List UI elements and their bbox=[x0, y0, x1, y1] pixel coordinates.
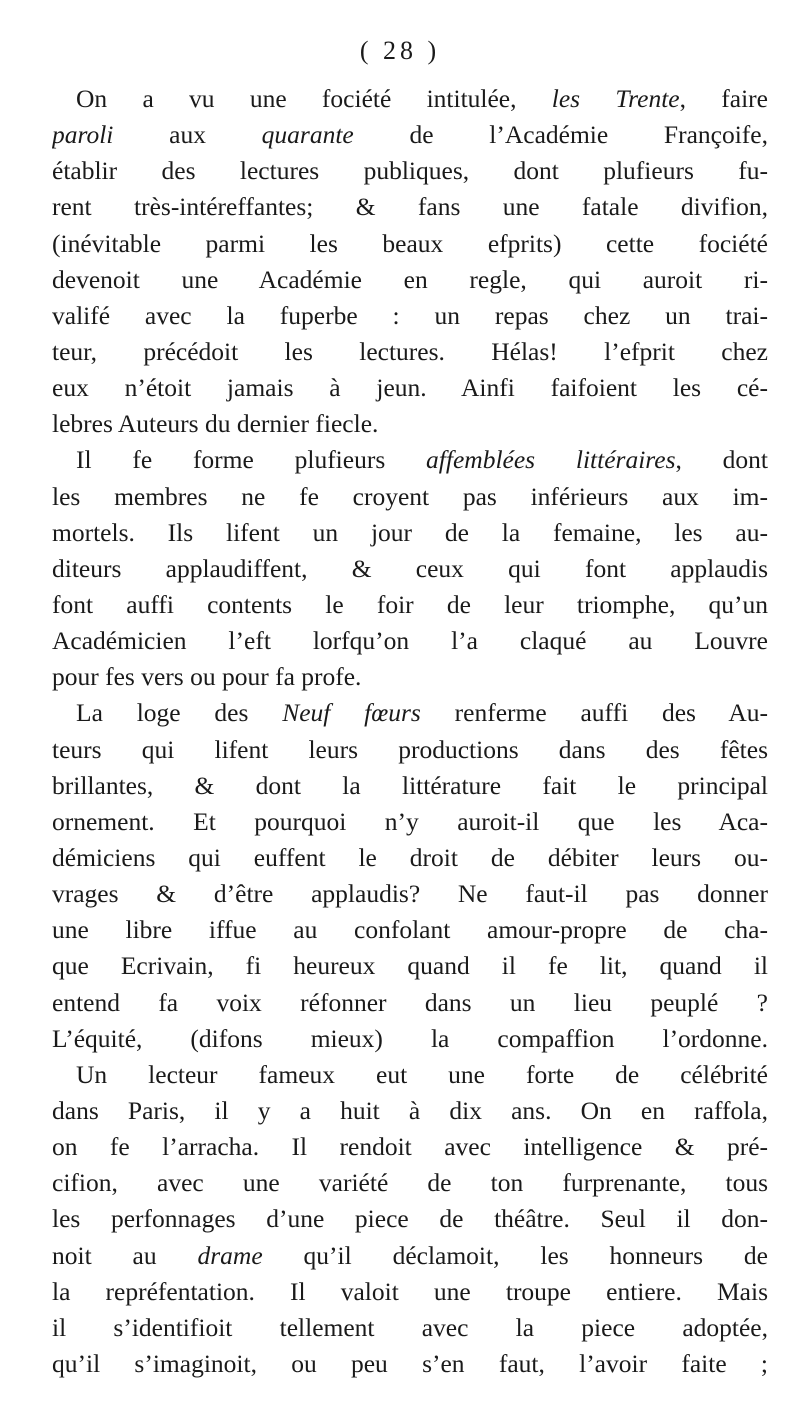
text-line bbox=[52, 948, 768, 984]
text-line bbox=[52, 262, 768, 298]
text-segment: entend fa voix réfonner dans un lieu peuplé ? bbox=[52, 987, 768, 1017]
text-segment: cifion, avec une variété de ton furprenante, tous bbox=[52, 1168, 768, 1198]
text-segment: la repréfentation. Il valoit une troupe entiere. Mais bbox=[52, 1276, 768, 1306]
text-segment: aux bbox=[113, 120, 262, 150]
text-segment: brillantes, & dont la littérature fait le principal bbox=[52, 770, 768, 800]
text-line bbox=[52, 1129, 768, 1165]
text-line bbox=[52, 334, 768, 370]
text-line bbox=[52, 189, 768, 225]
body-text bbox=[52, 81, 768, 1382]
text-segment: On a vu une fociété intitulée, bbox=[76, 84, 552, 113]
page-number: ( 28 ) bbox=[359, 36, 441, 65]
text-line bbox=[52, 876, 768, 912]
text-segment: teur, précédoit les lectures. Hélas! l’efprit chez bbox=[52, 336, 768, 366]
text-line bbox=[52, 117, 768, 153]
text-segment: on fe l’arracha. Il rendoit avec intelligence & pré- bbox=[52, 1132, 768, 1162]
text-segment: les membres ne fe croyent pas inférieurs aux im- bbox=[52, 481, 768, 511]
text-segment: L’équité, (difons mieux) la compaffion l’ordonne. bbox=[52, 1023, 768, 1053]
text-line bbox=[52, 912, 768, 948]
text-line bbox=[52, 1165, 768, 1201]
text-segment: que Ecrivain, fi heureux quand il fe lit, quand il bbox=[52, 951, 768, 981]
text-line bbox=[52, 1238, 768, 1274]
italic-text: quarante bbox=[261, 120, 354, 150]
text-segment: Académicien l’eft lorfqu’on l’a claqué au Louvre bbox=[52, 626, 768, 656]
text-segment: démiciens qui euffent le droit de débiter leurs ou- bbox=[52, 842, 768, 872]
text-line bbox=[52, 1057, 768, 1093]
text-segment: dans Paris, il y a huit à dix ans. On en raffola, bbox=[52, 1095, 768, 1125]
text-line bbox=[52, 804, 768, 840]
text-segment: Il fe forme plufieurs bbox=[76, 445, 427, 475]
text-segment: teurs qui lifent leurs productions dans des fêtes bbox=[52, 734, 768, 764]
text-segment: La loge des bbox=[76, 698, 283, 728]
text-line bbox=[52, 659, 768, 695]
italic-text: paroli bbox=[52, 120, 114, 150]
text-line bbox=[52, 515, 768, 551]
text-line bbox=[52, 768, 768, 804]
text-segment: eux n’étoit jamais à jeun. Ainfi faifoient les cé- bbox=[52, 373, 768, 403]
text-segment: ornement. Et pourquoi n’y auroit-il que les Aca- bbox=[52, 806, 768, 836]
text-line bbox=[52, 1201, 768, 1237]
text-line bbox=[52, 1274, 768, 1310]
text-segment: les perfonnages d’une piece de théâtre. Seul il don- bbox=[52, 1204, 768, 1234]
text-segment: qu’il déclamoit, les honneurs de bbox=[262, 1240, 768, 1270]
text-segment: , faire bbox=[679, 84, 768, 113]
text-segment: vrages & d’être applaudis? Ne faut-il pas donner bbox=[52, 879, 768, 909]
text-segment: rent très-intéreffantes; & fans une fatale divifion, bbox=[52, 192, 768, 222]
text-segment: devenoit une Académie en regle, qui auroit ri- bbox=[52, 264, 768, 294]
text-segment: valifé avec la fuperbe : un repas chez un trai- bbox=[52, 300, 768, 330]
text-line bbox=[52, 298, 768, 334]
text-segment: établir des lectures publiques, dont plufieurs fu- bbox=[52, 156, 768, 186]
text-segment: , dont bbox=[675, 445, 768, 475]
text-line bbox=[52, 1093, 768, 1129]
text-segment: mortels. Ils lifent un jour de la femaine, les au- bbox=[52, 517, 768, 547]
text-segment: diteurs applaudiffent, & ceux qui font applaudis bbox=[52, 553, 768, 583]
text-line bbox=[52, 1310, 768, 1346]
text-segment: (inévitable parmi les beaux efprits) cette fociété bbox=[52, 228, 768, 258]
text-segment: font auffi contents le foir de leur triomphe, qu’un bbox=[52, 589, 768, 619]
text-segment: Un lecteur fameux eut une forte de célébrité bbox=[76, 1059, 768, 1089]
text-line bbox=[52, 732, 768, 768]
text-segment: lebres Auteurs du dernier fiecle. bbox=[52, 409, 379, 439]
text-line bbox=[52, 370, 768, 406]
text-segment: pour fes vers ou pour fa profe. bbox=[52, 662, 362, 692]
text-segment: renferme auffi des Au- bbox=[420, 698, 768, 728]
text-line bbox=[52, 153, 768, 189]
text-segment: qu’il s’imaginoit, ou peu s’en faut, l’avoir faite ; bbox=[52, 1348, 768, 1378]
text-segment: il s’identifioit tellement avec la piece adoptée, bbox=[52, 1312, 768, 1342]
text-line bbox=[52, 551, 768, 587]
text-line bbox=[52, 1021, 768, 1057]
text-line bbox=[52, 623, 768, 659]
text-line bbox=[52, 81, 768, 117]
text-line bbox=[52, 479, 768, 515]
text-line bbox=[52, 406, 768, 442]
text-line bbox=[52, 587, 768, 623]
text-segment: noit au bbox=[52, 1240, 198, 1270]
italic-text: les Trente bbox=[551, 84, 680, 113]
text-line bbox=[52, 985, 768, 1021]
italic-text: drame bbox=[197, 1240, 263, 1270]
text-line bbox=[52, 1346, 768, 1382]
text-line bbox=[52, 840, 768, 876]
text-line bbox=[52, 442, 768, 478]
text-line bbox=[52, 695, 768, 731]
text-segment: une libre iffue au confolant amour-propre de cha- bbox=[52, 915, 768, 945]
italic-text: affemblées littéraires bbox=[426, 445, 676, 475]
text-line bbox=[52, 226, 768, 262]
text-segment: de l’Académie Françoife, bbox=[353, 120, 768, 150]
italic-text: Neuf fœurs bbox=[282, 698, 421, 728]
